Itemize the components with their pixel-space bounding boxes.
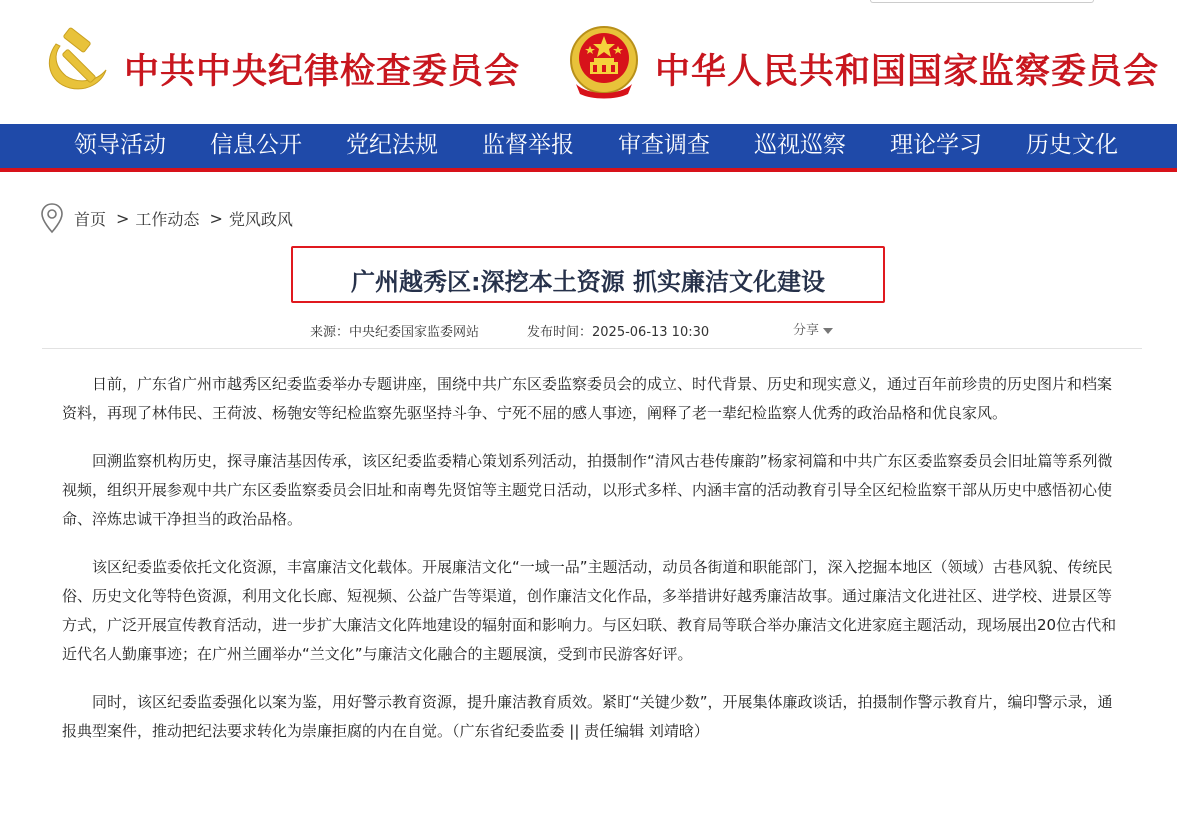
nav-item-regulations[interactable]: 党纪法规 (346, 132, 438, 158)
article-title: 广州越秀区:深挖本土资源 抓实廉洁文化建设 (351, 268, 825, 296)
org-title-nsc[interactable]: 中华人民共和国国家监察委员会 (655, 51, 1160, 92)
article-source: 来源：中央纪委国家监委网站 (310, 325, 480, 340)
breadcrumb (40, 202, 293, 234)
article-paragraph: 该区纪委监委依托文化资源，丰富廉洁文化载体。开展廉洁文化“一域一品”主题活动，动员各街道和职能部门，深入挖掘本地区（领域）古巷风貌、传统民俗、历史文化等特色资源，利用文化长廊、短视频、公益广告等渠道，创作廉洁文化作品，多举措讲好越秀廉洁故事。通过廉洁文化进社区、进学校、进景区等方式，广泛开展宣传教育活动，进一步扩大廉洁文化阵地建设的辐射面和影响力。与区妇联、教育局等联合举办廉洁文化进家庭主题活动，现场展出20位古代和近代名人勤廉事迹；在广州兰圃举办“兰文化”与廉洁文化融合的主题展演，受到市民游客好评。 (62, 558, 1117, 663)
article-paragraph: 回溯监察机构历史，探寻廉洁基因传承，该区纪委监委精心策划系列活动，拍摄制作“清风古巷传廉韵”杨家祠篇和中共广东区委监察委员会旧址篇等系列微视频，组织开展参观中共广东区委监察委员会旧址和南粤先贤馆等主题党日活动，以形式多样、内涵丰富的活动教育引导全区纪检监察干部从历史中感悟初心使命、淬炼忠诚干净担当的政治品格。 (62, 452, 1113, 528)
nav-item-theory[interactable]: 理论学习 (890, 132, 982, 158)
breadcrumb-separator: > (209, 208, 223, 228)
site-header (0, 0, 1177, 124)
breadcrumb-home[interactable]: 首页 (74, 209, 107, 229)
nav-item-leadership[interactable]: 领导活动 (74, 132, 166, 158)
article-paragraph: 日前，广东省广州市越秀区纪委监委举办专题讲座，围绕中共广东区委监察委员会的成立、时代背景、历史和现实意义，通过百年前珍贵的历史图片和档案资料，再现了林伟民、王荷波、杨匏安等纪检监察先驱坚持斗争、宁死不屈的感人事迹，阐释了老一辈纪检监察人优秀的政治品格和优良家风。 (62, 375, 1113, 422)
breadcrumb-work-news[interactable]: 工作动态 (135, 209, 200, 229)
main-nav (0, 124, 1177, 172)
nav-item-report[interactable]: 监督举报 (482, 132, 574, 158)
chevron-down-icon (823, 328, 833, 334)
org-title-ccdi[interactable]: 中共中央纪律检查委员会 (124, 51, 521, 92)
party-emblem-icon[interactable] (42, 26, 112, 96)
article-body (62, 370, 1122, 765)
nav-item-inspection[interactable]: 巡视巡察 (754, 132, 846, 158)
article-title-highlight (291, 246, 885, 303)
nav-item-disclosure[interactable]: 信息公开 (210, 132, 302, 158)
share-button[interactable] (793, 319, 833, 338)
divider (42, 348, 1142, 349)
location-pin-icon (40, 202, 64, 234)
breadcrumb-separator: > (116, 208, 130, 228)
article-publish-time: 发布时间：2025-06-13 10:30 (527, 325, 710, 340)
breadcrumb-party-conduct[interactable]: 党风政风 (228, 209, 293, 229)
nav-item-investigation[interactable]: 审查调查 (618, 132, 710, 158)
share-label: 分享 (793, 323, 820, 338)
article-paragraph: 同时，该区纪委监委强化以案为鉴，用好警示教育资源，提升廉洁教育质效。紧盯“关键少数”，开展集体廉政谈话，拍摄制作警示教育片，编印警示录，通报典型案件，推动把纪法要求转化为崇廉拒腐的内在自觉。（广东省纪委监委 || 责任编辑 刘靖晗） (62, 693, 1113, 740)
nav-item-history[interactable]: 历史文化 (1026, 132, 1118, 158)
national-emblem-icon[interactable] (568, 24, 640, 100)
